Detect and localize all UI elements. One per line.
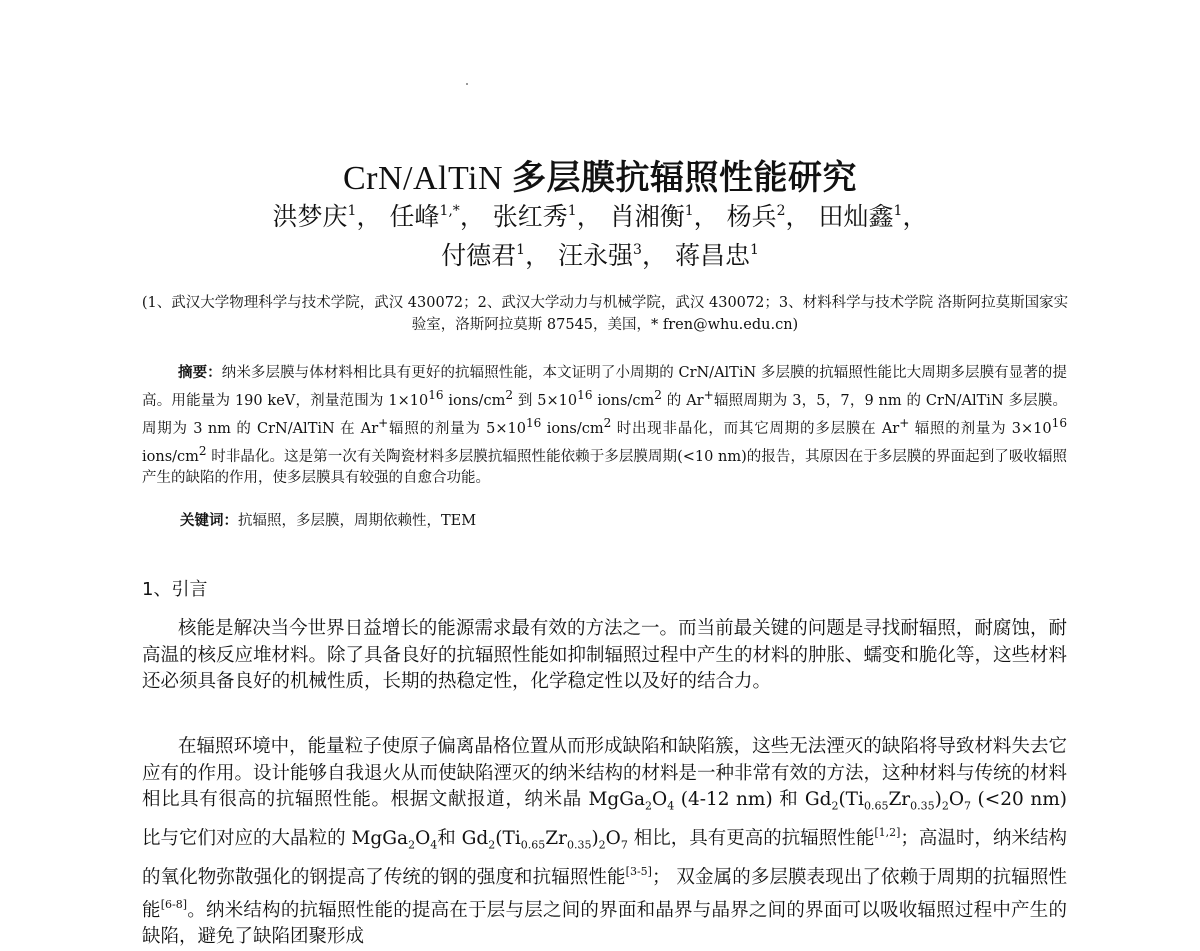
title-cjk: 多层膜抗辐照性能研究 <box>512 160 858 197</box>
author-line-2 <box>0 236 1200 272</box>
scan-speck <box>466 83 468 85</box>
author: 汪永强$^3$， <box>558 241 667 270</box>
keywords <box>180 510 476 532</box>
keywords-label: 关键词： <box>180 512 238 529</box>
paragraph-1: 核能是解决当今世界日益增长的能源需求最有效的方法之一。而当前最关键的问题是寻找耐辐照，耐腐蚀，耐高温的核反应堆材料。除了具备良好的抗辐照性能如抑制辐照过程中产生的材料的肿胀、蠕变和脆化等，这些材料还必须具备良好的机械性质，长期的热稳定性，化学稳定性以及好的结合力。 <box>142 618 1068 692</box>
author: 付德君$^1$， <box>441 241 551 270</box>
citation: [3-5] <box>625 865 652 879</box>
author: 洪梦庆$^1$， <box>272 202 382 231</box>
paper-title <box>0 150 1200 199</box>
abstract: 摘要：纳米多层膜与体材料相比具有更好的抗辐照性能，本文证明了小周期的 CrN/AlTiN 多层膜的抗辐照性能比大周期多层膜有显著的提高。用能量为 190 keV，剂量范围为 $1\times 10^{16}$ ions/$cm^2$ 到 $5\times 10^{16}$ ions/$cm^2$ 的 Ar+辐照周期为 3，5，7，9 nm 的 CrN/AlTiN 多层膜。周期为 3 nm 的 CrN/AlTiN 在 Ar+辐照的剂量为 $5\times 10^{16}$ ions/$cm^2$ 时出现非晶化，而其它周期的多层膜在 Ar+ 辐照的剂量为 $3\times 10^{16}$ ions/$cm^2$ 时非晶化。这是第一次有关陶瓷材料多层膜抗辐照性能依赖于多层膜周期(<10 nm)的报告，其原因在于多层膜的界面起到了吸收辐照产生的缺陷的作用，使多层膜具有较强的自愈合功能。 <box>142 364 1068 487</box>
affiliations: (1、武汉大学物理科学与技术学院，武汉 430072；2、武汉大学动力与机械学院，武汉 430072；3、材料科学与技术学院 洛斯阿拉莫斯国家实验室，洛斯阿拉莫斯 87545，美国，* fren@whu.edu.cn) <box>141 295 1069 333</box>
author-line-1 <box>0 197 1200 233</box>
keywords-text: 抗辐照，多层膜，周期依赖性，TEM <box>238 513 477 529</box>
author: 杨兵$^2$， <box>726 202 811 231</box>
section-heading-introduction: 1、引言 <box>142 579 208 600</box>
citation: [6-8] <box>160 897 188 911</box>
paragraph-2: 在辐照环境中，能量粒子使原子偏离晶格位置从而形成缺陷和缺陷簇，这些无法湮灭的缺陷将导致材料失去它应有的作用。设计能够自我退火从而使缺陷湮灭的纳米结构的材料是一种非常有效的方法，这种材料与传统的材料相比具有很高的抗辐照性能。根据文献报道，纳米晶 $MgGa_2O_4$ (4-12 nm) 和 $Gd_2(Ti_{0.65}Zr_{0.35})_2O_7$ (<20 nm) 比与它们对应的大晶粒的 $MgGa_2O_4$和 $Gd_2(Ti_{0.65}Zr_{0.35})_2O_7$ 相比，具有更高的抗辐照性能[1,2]；高温时，纳米结构的氧化物弥散强化的钢提高了传统的钢的强度和抗辐照性能[3-5]； 双金属的多层膜表现出了依赖于周期的抗辐照性能[6-8]。纳米结构的抗辐照性能的提高在于层与层之间的界面和晶界与晶界之间的界面可以吸收辐照过程中产生的缺陷，避免了缺陷团聚形成 <box>142 736 1068 948</box>
author: 张红秀$^1$， <box>492 202 602 231</box>
author: 蒋昌忠$^1$ <box>674 241 759 270</box>
citation: [1,2] <box>874 826 901 840</box>
author: 任峰$^{1,*}$， <box>389 202 485 231</box>
author: 肖湘衡$^1$， <box>609 202 719 231</box>
title-latin: CrN/AlTiN <box>342 160 504 197</box>
author: 田灿鑫$^1$， <box>818 202 928 231</box>
abstract-label: 摘要： <box>178 364 222 381</box>
